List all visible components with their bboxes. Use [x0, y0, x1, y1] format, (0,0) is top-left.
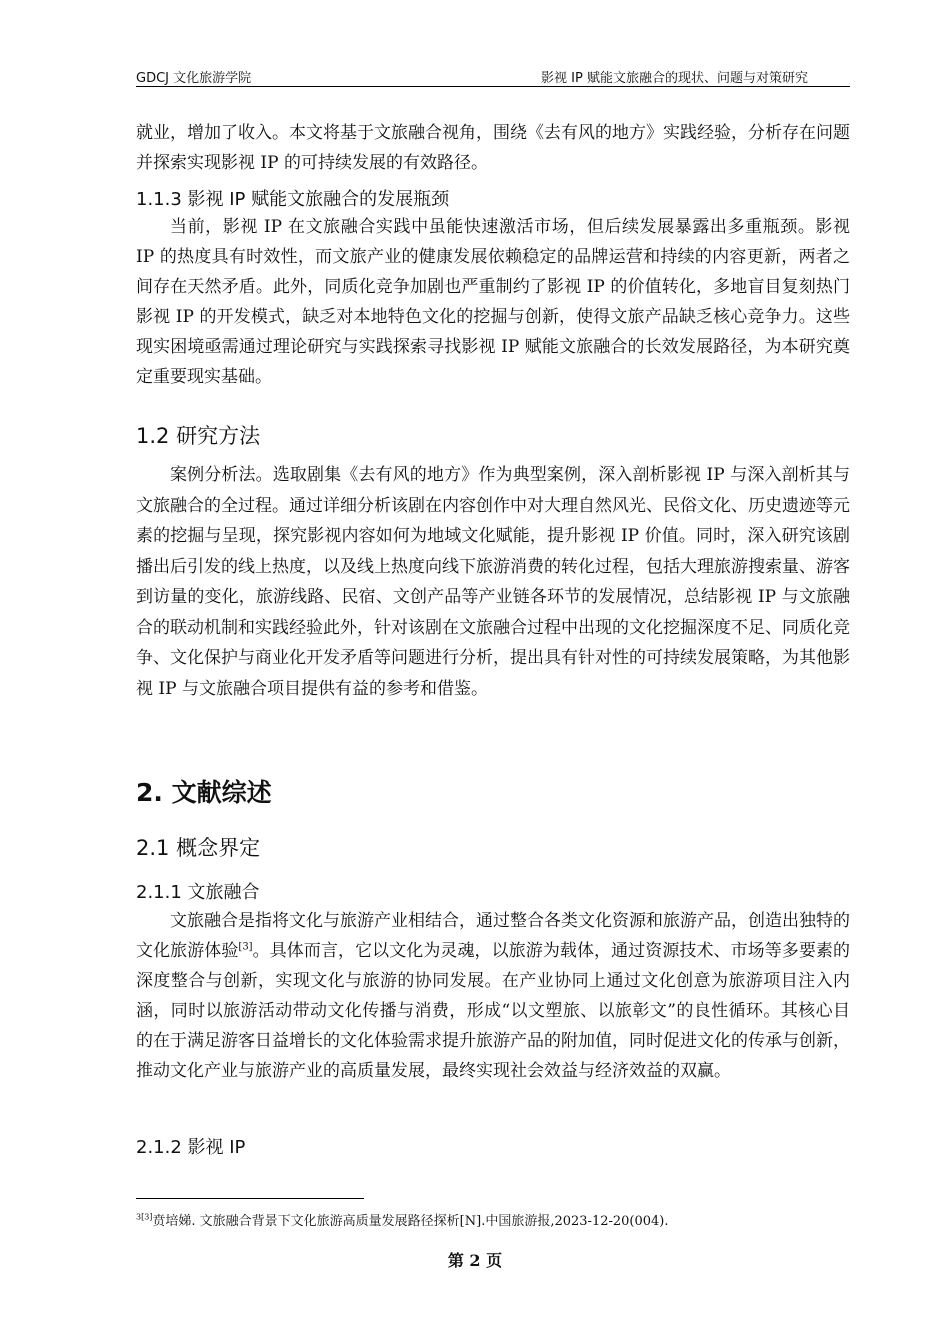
page-header — [136, 66, 850, 87]
heading-2-1-2: 2.1.2 影视 IP — [136, 1137, 246, 1158]
intro-paragraph: 就业，增加了收入。本文将基于文旅融合视角，围绕《去有风的地方》实践经验，分析存在问题并探索实现影视 IP 的可持续发展的有效路径。 — [136, 123, 850, 173]
heading-1-1-3: 1.1.3 影视 IP 赋能文旅融合的发展瓶颈 — [136, 189, 450, 210]
header-right-title: 影视 IP 赋能文旅融合的现状、问题与对策研究 — [541, 71, 808, 86]
heading-chapter-2: 2. 文献综述 — [136, 778, 272, 807]
footnote-separator — [136, 1198, 364, 1199]
heading-2-1-1: 2.1.1 文旅融合 — [136, 882, 260, 903]
heading-2-1: 2.1 概念界定 — [136, 836, 261, 860]
heading-1-2: 1.2 研究方法 — [136, 424, 261, 448]
header-left-title: GDCJ 文化旅游学院 — [136, 71, 252, 86]
paragraph-2-1-1 — [136, 906, 850, 1086]
page-number: 第 2 页 — [447, 1251, 503, 1270]
paragraph-2-1-1-part1: 文旅融合是指将文化与旅游产业相结合，通过整合各类文化资源和旅游产品，创造出独特的文化旅游体验 — [136, 911, 850, 961]
citation-ref-3[interactable]: [3] — [238, 941, 253, 953]
footnote-text: 贲培娣. 文旅融合背景下文化旅游高质量发展路径探析[N].中国旅游报,2023-12-20(004). — [152, 1214, 669, 1229]
paragraph-2-1-1-part2: 。具体而言，它以文化为灵魂，以旅游为载体，通过资源技术、市场等多要素的深度整合与创新，实现文化与旅游的协同发展。在产业协同上通过文化创意为旅游项目注入内涵，同时以旅游活动带动文化传播与消费，形成“以文塑旅、以旅彰文”的良性循环。其核心目的在于满足游客日益增长的文化体验需求提升旅游产品的附加值，同时促进文化的传承与创新，推动文化产业与旅游产业的高质量发展，最终实现社会效益与经济效益的双赢。 — [136, 941, 851, 1081]
footnote — [136, 1210, 850, 1229]
paragraph-1-2: 案例分析法。选取剧集《去有风的地方》作为典型案例，深入剖析影视 IP 与深入剖析其与文旅融合的全过程。通过详细分析该剧在内容创作中对大理自然风光、民俗文化、历史遗迹等元素的挖掘与呈现，探究影视内容如何为地域文化赋能，提升影视 IP 价值。同时，深入研究该剧播出后引发的线上热度，以及线上热度向线下旅游消费的转化过程，包括大理旅游搜索量、游客到访量的变化，旅游线路、民宿、文创产品等产业链各环节的发展情况，总结影视 IP 与文旅融合的联动机制和实践经验此外，针对该剧在文旅融合过程中出现的文化挖掘深度不足、同质化竞争、文化保护与商业化开发矛盾等问题进行分析，提出具有针对性的可持续发展策略，为其他影视 IP 与文旅融合项目提供有益的参考和借鉴。 — [136, 465, 850, 699]
footnote-mark: 3[3] — [136, 1212, 153, 1222]
paragraph-1-1-3: 当前，影视 IP 在文旅融合实践中虽能快速激活市场，但后续发展暴露出多重瓶颈。影视 IP 的热度具有时效性，而文旅产业的健康发展依赖稳定的品牌运营和持续的内容更新，两者之间存在天然矛盾。此外，同质化竞争加剧也严重制约了影视 IP 的价值转化，多地盲目复刻热门影视 IP 的开发模式，缺乏对本地特色文化的挖掘与创新，使得文旅产品缺乏核心竞争力。这些现实困境亟需通过理论研究与实践探索寻找影视 IP 赋能文旅融合的长效发展路径，为本研究奠定重要现实基础。 — [136, 217, 850, 387]
